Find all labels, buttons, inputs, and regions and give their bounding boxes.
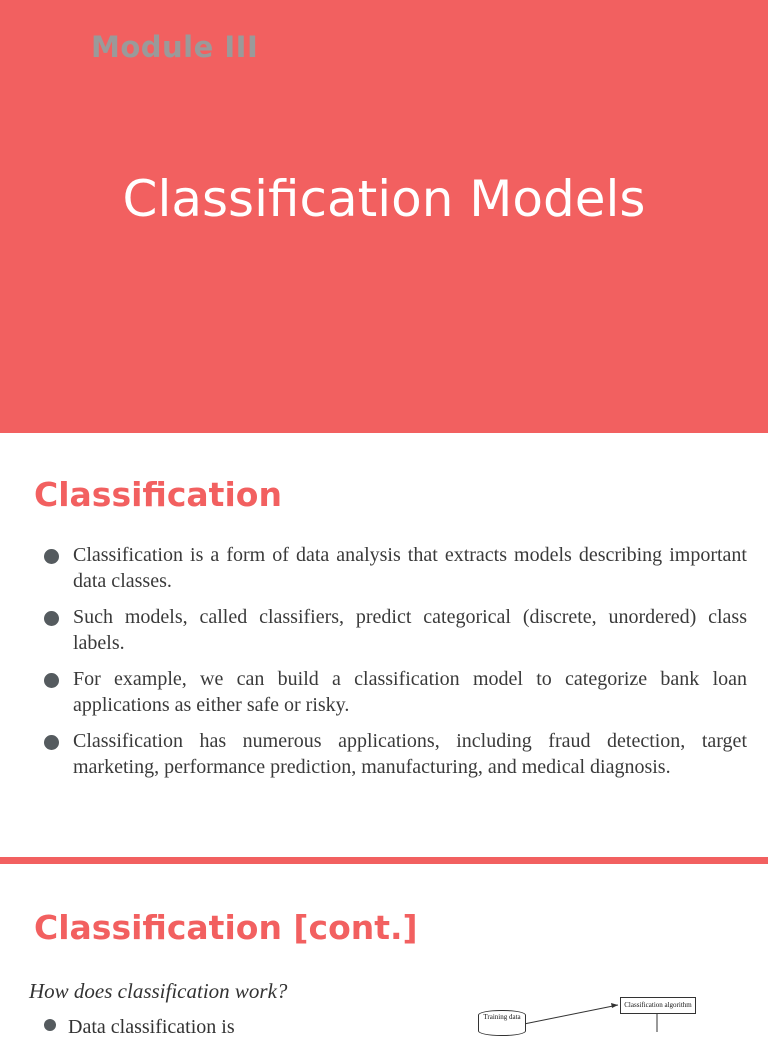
- bullet-dot-icon: [44, 673, 59, 688]
- title-slide: [0, 0, 768, 433]
- section-heading: Classification [cont.]: [34, 908, 418, 947]
- bullet-text: Such models, called classifiers, predict categorical (discrete, unordered) class labels.: [73, 606, 747, 654]
- bullet-list: [44, 542, 747, 790]
- bullet-item: [44, 728, 747, 780]
- bullet-text: Classification is a form of data analysis that extracts models describing important data classes.: [73, 544, 747, 592]
- algorithm-box: Classification algorithm: [620, 997, 696, 1014]
- bullet-item: [44, 542, 747, 594]
- classification-cont-slide: [0, 864, 768, 1038]
- slide-title: Classification Models: [122, 170, 646, 228]
- bullet-text: For example, we can build a classification model to categorize bank loan applications as either safe or risky.: [73, 668, 747, 716]
- classification-diagram: [470, 992, 710, 1032]
- bullet-text: Data classification is: [68, 1016, 235, 1038]
- section-heading: Classification: [34, 475, 282, 514]
- bullet-dot-icon: [44, 611, 59, 626]
- bullet-dot-icon: [44, 1019, 56, 1031]
- classification-slide: [0, 433, 768, 857]
- partial-bullet: [44, 1016, 344, 1036]
- slide-divider: [0, 857, 768, 864]
- bullet-text: Classification has numerous applications, including fraud detection, target marketing, performance prediction, manufacturing, and medical diagnosis.: [73, 730, 747, 778]
- training-data-cylinder: Training data: [478, 1010, 526, 1036]
- bullet-dot-icon: [44, 735, 59, 750]
- question-text: How does classification work?: [29, 979, 288, 1003]
- bullet-dot-icon: [44, 549, 59, 564]
- bullet-item: [44, 666, 747, 718]
- bullet-item: [44, 604, 747, 656]
- module-label: Module III: [91, 30, 259, 64]
